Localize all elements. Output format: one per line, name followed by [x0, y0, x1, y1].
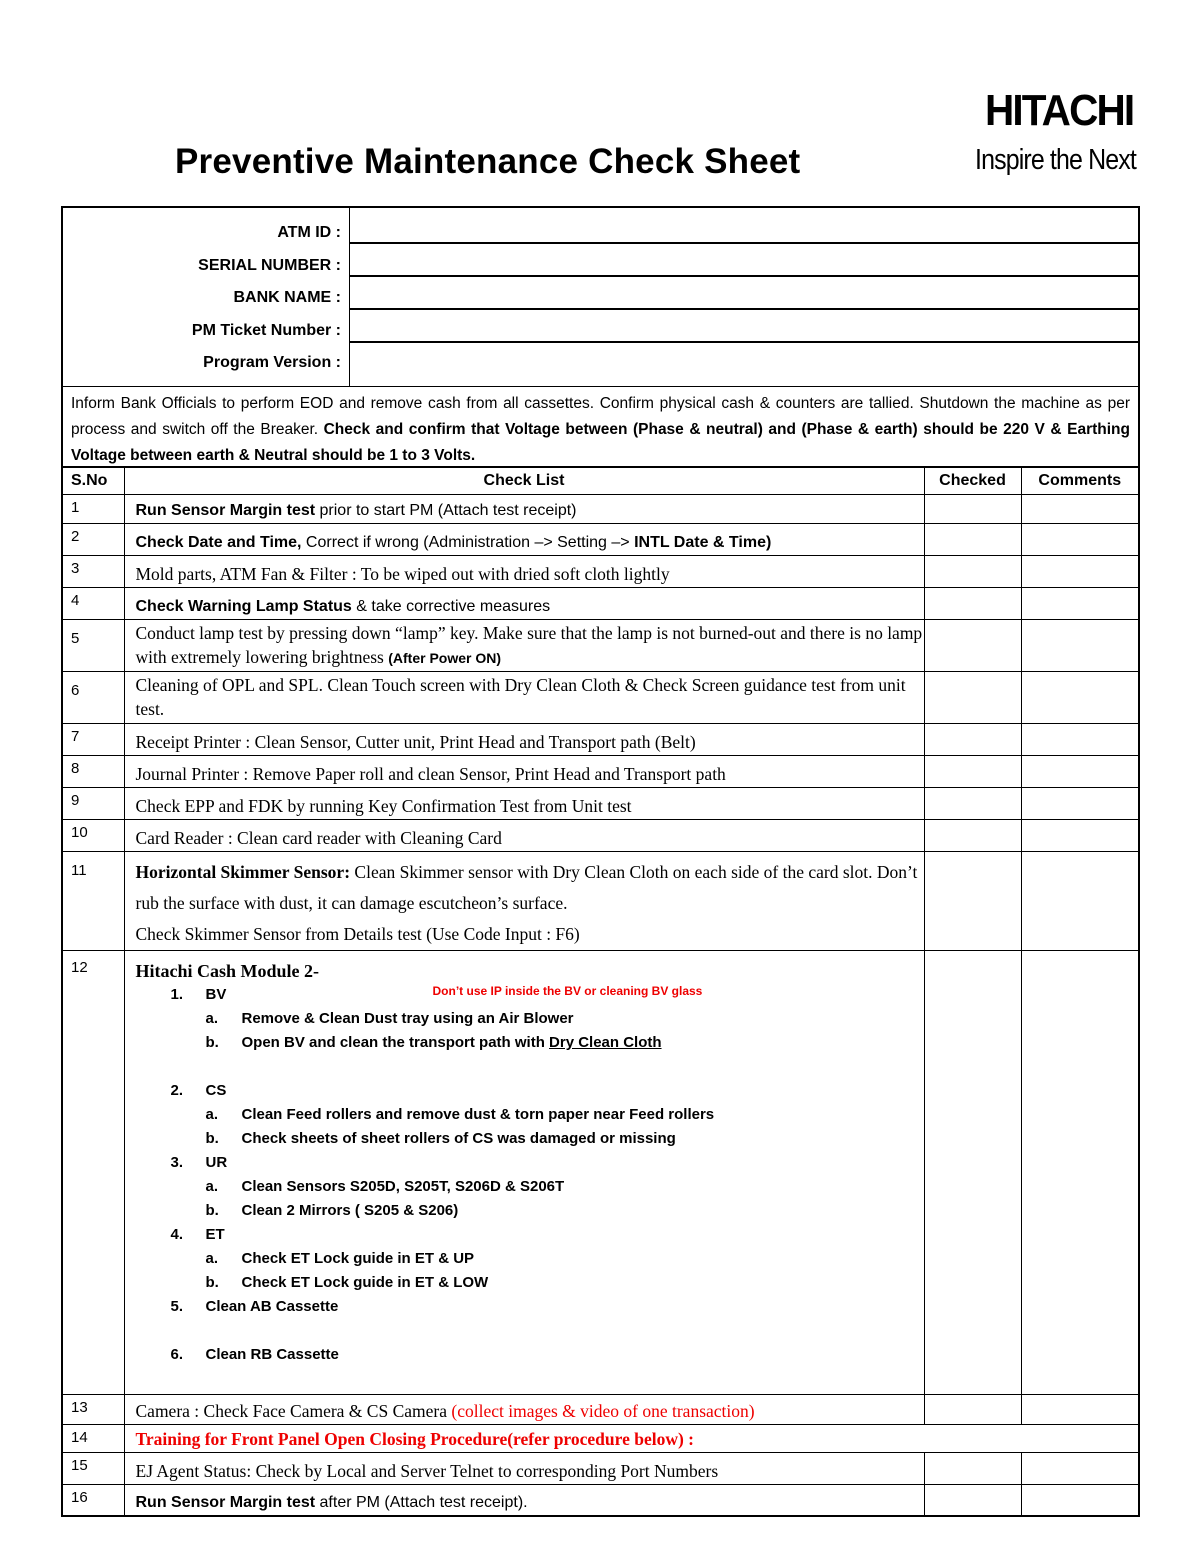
row-number: 13	[63, 1395, 124, 1425]
check-item-bold: INTL Date & Time)	[634, 534, 772, 551]
comments-cell[interactable]	[1021, 620, 1138, 672]
instructions-voltage-note: Check and confirm that Voltage between (Phase & neutral) and (Phase & earth) should be 220 V & Earthing Voltage between earth & Neutral should be 1 to 3 Volts.	[71, 421, 1130, 464]
check-item-bold: (After Power ON)	[388, 650, 502, 666]
check-item	[124, 620, 924, 672]
table-row	[63, 1395, 1138, 1425]
table-header-row	[63, 468, 1138, 495]
comments-cell[interactable]	[1021, 1395, 1138, 1425]
section-ab-cassette	[136, 1295, 924, 1319]
table-row	[63, 588, 1138, 620]
comments-cell[interactable]	[1021, 1453, 1138, 1485]
comments-cell[interactable]	[1021, 852, 1138, 951]
item-letter: b.	[205, 1274, 219, 1291]
table-row	[63, 556, 1138, 588]
comments-cell[interactable]	[1021, 1485, 1138, 1516]
cash-module-checklist	[125, 951, 924, 1367]
list-item	[136, 1031, 924, 1055]
item-text: Clean Feed rollers and remove dust & torn paper near Feed rollers	[241, 1106, 715, 1123]
section-ur	[136, 1151, 924, 1175]
item-text: Check ET Lock guide in ET & UP	[241, 1250, 475, 1267]
item-letter: a.	[205, 1178, 219, 1195]
row-number: 12	[63, 951, 124, 1395]
checked-cell[interactable]	[924, 1485, 1021, 1516]
check-item	[124, 495, 924, 524]
item-text: Check sheets of sheet rollers of CS was damaged or missing	[241, 1130, 676, 1147]
check-item-note: (collect images & video of one transaction)	[451, 1401, 755, 1421]
check-item	[124, 852, 924, 951]
comments-cell[interactable]	[1021, 524, 1138, 556]
table-row	[63, 788, 1138, 820]
section-number: 3.	[170, 1154, 184, 1171]
list-item	[136, 1199, 924, 1223]
check-item: Receipt Printer : Clean Sensor, Cutter unit, Print Head and Transport path (Belt)	[124, 724, 924, 756]
page-title: Preventive Maintenance Check Sheet	[175, 142, 801, 181]
info-fields	[350, 208, 1138, 386]
checked-cell[interactable]	[924, 820, 1021, 852]
list-item	[136, 1007, 924, 1031]
checklist-table	[63, 467, 1138, 1515]
section-number: 4.	[170, 1226, 184, 1243]
list-item	[136, 1127, 924, 1151]
section-name: BV	[205, 986, 227, 1003]
serial-number-field[interactable]	[350, 244, 1138, 277]
check-item-bold: Run Sensor Margin test	[135, 1494, 316, 1511]
checked-cell[interactable]	[924, 724, 1021, 756]
checked-cell[interactable]	[924, 951, 1021, 1395]
list-item	[136, 1271, 924, 1295]
checked-cell[interactable]	[924, 495, 1021, 524]
check-item: Cleaning of OPL and SPL. Clean Touch screen with Dry Clean Cloth & Check Screen guidance test from unit test.	[124, 672, 924, 724]
section-rb-cassette	[136, 1343, 924, 1367]
check-item: Card Reader : Clean card reader with Cleaning Card	[124, 820, 924, 852]
check-item: Check EPP and FDK by running Key Confirmation Test from Unit test	[124, 788, 924, 820]
cash-module-title: Hitachi Cash Module 2-	[135, 961, 320, 981]
table-row	[63, 1425, 1138, 1453]
checked-cell[interactable]	[924, 1395, 1021, 1425]
section-number: 1.	[170, 986, 184, 1003]
check-item-bold: Run Sensor Margin test	[135, 502, 316, 519]
table-row	[63, 524, 1138, 556]
item-letter: b.	[205, 1130, 219, 1147]
checked-cell[interactable]	[924, 556, 1021, 588]
row-number: 1	[63, 495, 124, 524]
checked-cell[interactable]	[924, 1453, 1021, 1485]
row-number: 9	[63, 788, 124, 820]
checked-cell[interactable]	[924, 588, 1021, 620]
section-name: Clean RB Cassette	[205, 1346, 339, 1363]
comments-cell[interactable]	[1021, 724, 1138, 756]
row-number: 11	[63, 852, 124, 951]
pm-ticket-number-label: PM Ticket Number :	[191, 321, 341, 339]
row-number: 2	[63, 524, 124, 556]
row-number: 15	[63, 1453, 124, 1485]
check-item-text: after PM (Attach test receipt).	[315, 1494, 528, 1511]
checked-cell[interactable]	[924, 756, 1021, 788]
checked-header: Checked	[924, 468, 1021, 495]
item-underline: Dry Clean Cloth	[549, 1034, 662, 1051]
check-item-text: & take corrective measures	[351, 598, 551, 615]
check-item: Mold parts, ATM Fan & Filter : To be wiped out with dried soft cloth lightly	[124, 556, 924, 588]
program-version-label: Program Version :	[203, 354, 341, 371]
checked-cell[interactable]	[924, 524, 1021, 556]
comments-cell[interactable]	[1021, 788, 1138, 820]
item-text: Clean Sensors S205D, S205T, S206D & S206T	[241, 1178, 565, 1195]
check-item-text: Conduct lamp test by pressing down “lamp” key. Make sure that the lamp is not burned-out and there is no lamp with extremely lowering brightness	[135, 623, 923, 667]
check-item: EJ Agent Status: Check by Local and Server Telnet to corresponding Port Numbers	[124, 1453, 924, 1485]
instructions	[63, 387, 1138, 467]
logo-name: HITACHI	[985, 86, 1134, 135]
item-text: Open BV and clean the transport path with	[241, 1034, 550, 1051]
comments-cell[interactable]	[1021, 820, 1138, 852]
row-number: 3	[63, 556, 124, 588]
table-row	[63, 951, 1138, 1395]
check-item-text: prior to start PM (Attach test receipt)	[315, 502, 577, 519]
item-letter: b.	[205, 1034, 219, 1051]
section-number: 5.	[170, 1298, 184, 1315]
list-item	[136, 1175, 924, 1199]
atm-id-field[interactable]	[350, 208, 1138, 244]
check-item: Journal Printer : Remove Paper roll and clean Sensor, Print Head and Transport path	[124, 756, 924, 788]
section-cs	[136, 1079, 924, 1103]
section-number: 2.	[170, 1082, 184, 1099]
section-name: UR	[205, 1154, 228, 1171]
comments-header: Comments	[1021, 468, 1138, 495]
hitachi-logo	[975, 86, 1136, 186]
section-name: CS	[205, 1082, 227, 1099]
check-item	[124, 1395, 924, 1425]
check-item	[124, 951, 924, 1395]
comments-cell[interactable]	[1021, 672, 1138, 724]
sno-header: S.No	[63, 468, 124, 495]
row-number: 6	[63, 672, 124, 724]
table-row	[63, 1485, 1138, 1516]
section-number: 6.	[170, 1346, 184, 1363]
section-name: Clean AB Cassette	[205, 1298, 339, 1315]
section-name: ET	[205, 1226, 225, 1243]
info-labels	[63, 208, 350, 386]
instructions-text: Inform Bank Officials to perform EOD and remove cash from all cassettes. Confirm physical cash & counters are tallied. Shutdown the machine as per process and switch off the Breaker.	[71, 395, 1130, 438]
item-text: Remove & Clean Dust tray using an Air Blower	[241, 1010, 574, 1027]
check-item-text: Check Skimmer Sensor from Details test (Use Code Input : F6)	[135, 924, 580, 944]
check-item	[124, 524, 924, 556]
table-row	[63, 756, 1138, 788]
row-number: 7	[63, 724, 124, 756]
comments-cell[interactable]	[1021, 495, 1138, 524]
row-number: 14	[63, 1425, 124, 1453]
check-item	[124, 1485, 924, 1516]
check-sheet	[61, 206, 1140, 1517]
table-row	[63, 1453, 1138, 1485]
item-text: Clean 2 Mirrors ( S205 & S206)	[241, 1202, 459, 1219]
table-row	[63, 495, 1138, 524]
table-row	[63, 820, 1138, 852]
atm-id-label: ATM ID :	[277, 224, 341, 241]
check-item-bold: Check Date and Time,	[135, 534, 302, 551]
checked-cell[interactable]	[924, 852, 1021, 951]
comments-cell[interactable]	[1021, 951, 1138, 1395]
info-section	[63, 208, 1138, 387]
item-letter: a.	[205, 1010, 219, 1027]
row-number: 10	[63, 820, 124, 852]
table-row	[63, 620, 1138, 672]
comments-cell[interactable]	[1021, 756, 1138, 788]
item-letter: b.	[205, 1202, 219, 1219]
list-item	[136, 1247, 924, 1271]
comments-cell[interactable]	[1021, 556, 1138, 588]
item-letter: a.	[205, 1106, 219, 1123]
check-item: Training for Front Panel Open Closing Procedure(refer procedure below) :	[124, 1425, 1138, 1453]
table-row	[63, 852, 1138, 951]
bank-name-field[interactable]	[350, 277, 1138, 310]
check-item-bold: Horizontal Skimmer Sensor:	[135, 862, 351, 882]
cash-module-warning: Don’t use IP inside the BV or cleaning BV glass	[432, 984, 703, 998]
bank-name-label: BANK NAME :	[233, 289, 341, 306]
row-number: 5	[63, 620, 124, 672]
table-row	[63, 724, 1138, 756]
serial-number-label: SERIAL NUMBER :	[198, 256, 341, 274]
section-et	[136, 1223, 924, 1247]
pm-ticket-number-field[interactable]	[350, 310, 1138, 343]
program-version-field[interactable]	[350, 343, 1138, 376]
check-item-text: Camera : Check Face Camera & CS Camera	[135, 1401, 452, 1421]
list-item	[136, 1103, 924, 1127]
check-item-bold: Check Warning Lamp Status	[135, 598, 352, 615]
table-row	[63, 672, 1138, 724]
item-text: Check ET Lock guide in ET & LOW	[241, 1274, 489, 1291]
check-item-text: Correct if wrong (Administration –> Setting –>	[301, 534, 635, 551]
checked-cell[interactable]	[924, 672, 1021, 724]
row-number: 8	[63, 756, 124, 788]
row-number: 16	[63, 1485, 124, 1516]
check-item-text: Clean Skimmer sensor with Dry Clean Cloth on each side of the card slot. Don’t rub the surface with dust, it can damage escutcheon’s surface.	[135, 862, 918, 913]
item-letter: a.	[205, 1250, 219, 1267]
checklist-header: Check List	[124, 468, 924, 495]
comments-cell[interactable]	[1021, 588, 1138, 620]
checked-cell[interactable]	[924, 788, 1021, 820]
checked-cell[interactable]	[924, 620, 1021, 672]
logo-tagline: Inspire the Next	[975, 144, 1136, 176]
row-number: 4	[63, 588, 124, 620]
check-item	[124, 588, 924, 620]
